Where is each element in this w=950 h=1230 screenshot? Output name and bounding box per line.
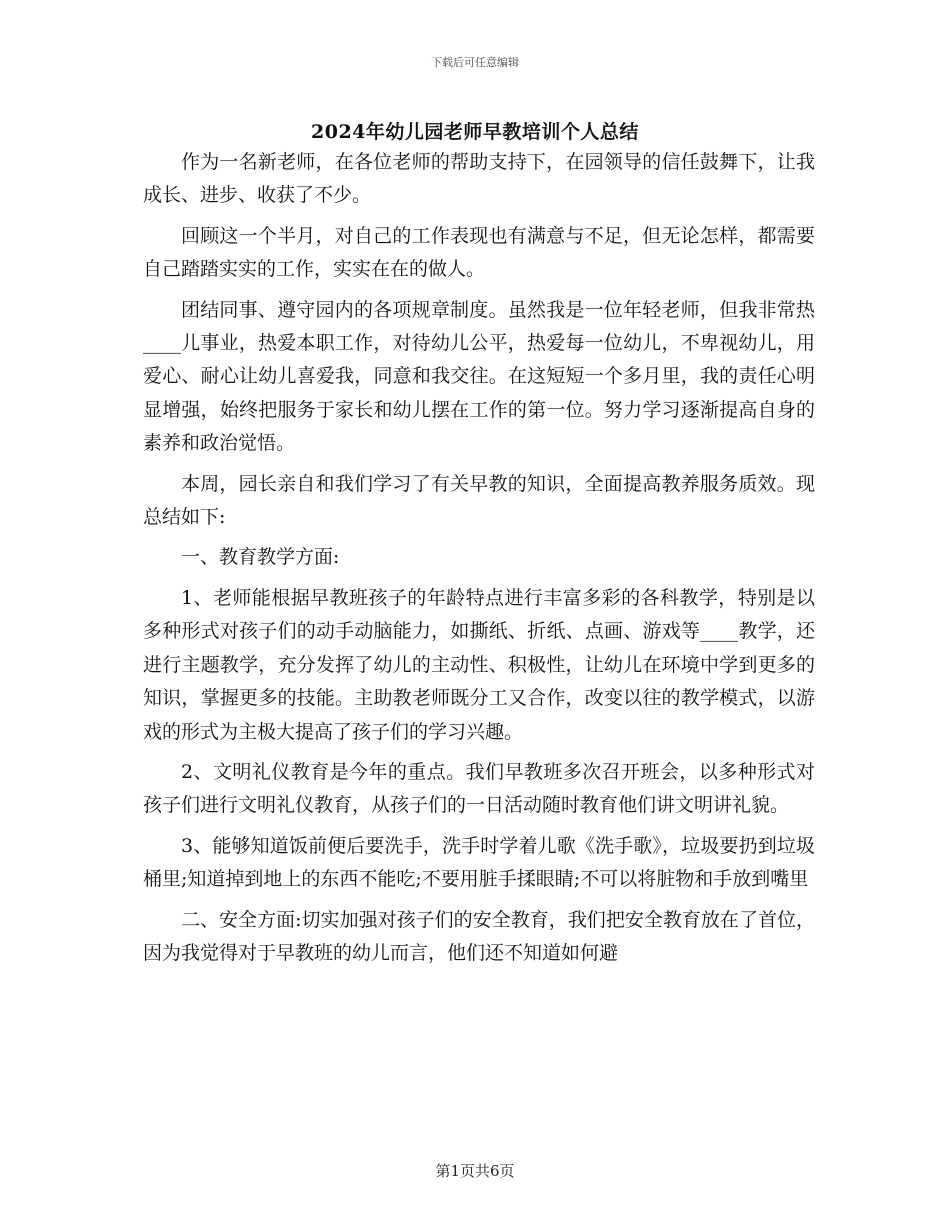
- paragraph: 回顾这一个半月，对自己的工作表现也有满意与不足，但无论怎样，都需要自己踏踏实实的工作，实实在在的做人。: [143, 224, 815, 281]
- document-title: 2024年幼儿园老师早教培训个人总结: [311, 121, 639, 143]
- paragraph: 1、老师能根据早教班孩子的年龄特点进行丰富多彩的各科教学，特别是以多种形式对孩子们的动手动脑能力，如撕纸、折纸、点画、游戏等____教学，还进行主题教学，充分发挥了幼儿的主动性、积极性，让幼儿在环境中学到更多的知识，掌握更多的技能。主助教老师既分工又合作，改变以往的教学模式，以游戏的形式为主极大提高了孩子们的学习兴趣。: [143, 586, 815, 743]
- page-header-note: 下载后可任意编辑: [431, 56, 519, 69]
- paragraph: 二、安全方面:切实加强对孩子们的安全教育，我们把安全教育放在了首位，因为我觉得对于早教班的幼儿而言，他们还不知道如何避: [143, 908, 815, 964]
- section-heading: 一、教育教学方面:: [181, 546, 340, 569]
- paragraph: 3、能够知道饭前便后要洗手，洗手时学着儿歌《洗手歌》，垃圾要扔到垃圾桶里;知道掉到地上的东西不能吃;不要用脏手揉眼睛;不可以将脏物和手放到嘴里: [143, 834, 815, 891]
- page-number: 第1页共6页: [435, 1162, 515, 1180]
- paragraph: 作为一名新老师，在各位老师的帮助支持下，在园领导的信任鼓舞下，让我成长、进步、收获了不少。: [143, 151, 815, 207]
- paragraph: 团结同事、遵守园内的各项规章制度。虽然我是一位年轻老师，但我非常热____儿事业，热爱本职工作，对待幼儿公平，热爱每一位幼儿，不卑视幼儿，用爱心、耐心让幼儿喜爱我，同意和我交往。在这短短一个多月里，我的责任心明显增强，始终把服务于家长和幼儿摆在工作的第一位。努力学习逐渐提高自身的素养和政治觉悟。: [143, 298, 815, 455]
- paragraph: 2、文明礼仪教育是今年的重点。我们早教班多次召开班会，以多种形式对孩子们进行文明礼仪教育，从孩子们的一日活动随时教育他们讲文明讲礼貌。: [143, 760, 815, 817]
- paragraph: 本周，园长亲自和我们学习了有关早教的知识，全面提高教养服务质效。现总结如下:: [143, 472, 815, 529]
- document-body: [143, 146, 815, 977]
